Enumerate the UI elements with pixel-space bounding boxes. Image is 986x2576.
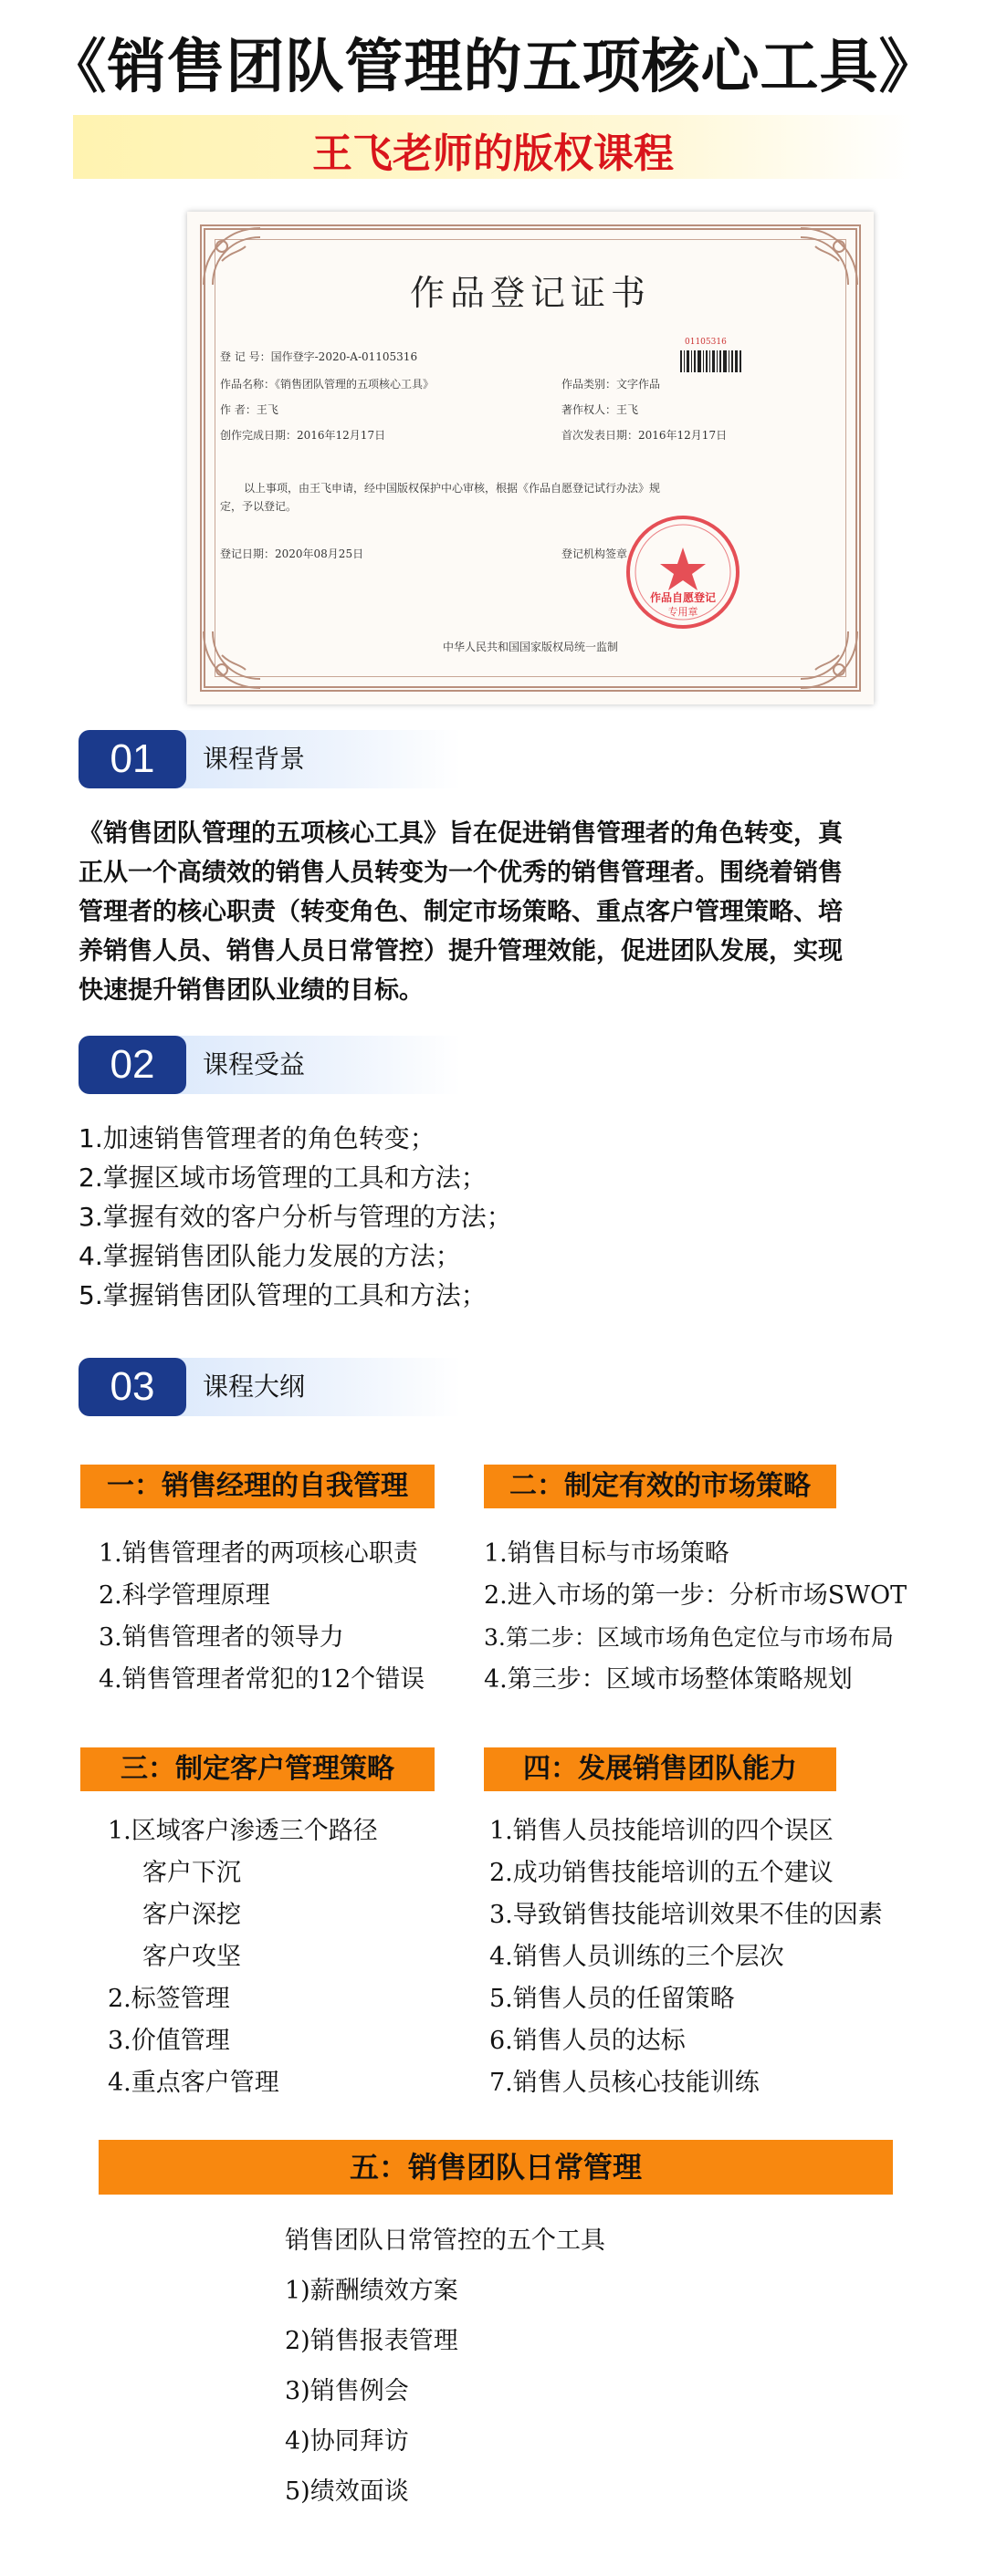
copyright-certificate: [187, 212, 874, 704]
module-2-list: [484, 1533, 907, 1701]
module-1-heading: 一：销售经理的自我管理: [80, 1465, 435, 1508]
background-line: 管理者的核心职责（转变角色、制定市场策略、重点客户管理策略、培: [79, 898, 843, 926]
module-5-item: 3)销售例会: [285, 2377, 409, 2405]
module-3-subitem: 客户攻坚: [142, 1943, 241, 1971]
certificate-reg-date: 登记日期：2020年08月25日: [220, 548, 364, 560]
module-1-item: 4.销售管理者常犯的12个错误: [99, 1665, 425, 1694]
module-3-subitem: 客户深挖: [142, 1901, 241, 1929]
module-2-item: 1.销售目标与市场策略: [484, 1539, 729, 1568]
certificate-reg-no: 登 记 号：国作登字-2020-A-01105316: [220, 350, 418, 363]
module-5-heading: 五：销售团队日常管理: [99, 2140, 893, 2195]
section-03-number: 03: [79, 1358, 186, 1416]
module-4-item: 5.销售人员的任留策略: [489, 1985, 735, 2013]
stamp-text: 作品自愿登记: [649, 591, 716, 604]
certificate-work-type: 作品类别：文字作品: [561, 378, 661, 391]
page-title: 《销售团队管理的五项核心工具》: [47, 34, 939, 101]
module-1-item: 1.销售管理者的两项核心职责: [99, 1539, 418, 1568]
benefit-item: 1.加速销售管理者的角色转变；: [79, 1123, 435, 1153]
module-1-item: 3.销售管理者的领导力: [99, 1623, 344, 1652]
module-2-item: 4.第三步：区域市场整体策略规划: [484, 1665, 853, 1694]
module-4-list: [489, 1810, 883, 2104]
background-paragraph: [79, 814, 928, 1010]
certificate-body-1: 以上事项，由王飞申请，经中国版权保护中心审核，根据《作品自愿登记试行办法》规: [244, 482, 661, 495]
module-4-item: 6.销售人员的达标: [489, 2027, 686, 2055]
module-3-item: 4.重点客户管理: [108, 2069, 279, 2097]
benefit-item: 5.掌握销售团队管理的工具和方法；: [79, 1280, 487, 1310]
module-1-item: 2.科学管理原理: [99, 1581, 270, 1610]
certificate-serial: 01105316: [685, 338, 727, 347]
certificate-body-2: 定，予以登记。: [220, 500, 298, 513]
module-5-item: 1)薪酬绩效方案: [285, 2277, 458, 2305]
section-01-label: 课程背景: [203, 744, 306, 774]
module-4-item: 3.导致销售技能培训效果不佳的因素: [489, 1901, 883, 1929]
section-02-number: 02: [79, 1036, 186, 1094]
benefit-item: 2.掌握区域市场管理的工具和方法；: [79, 1163, 487, 1193]
module-4-item: 1.销售人员技能培训的四个误区: [489, 1817, 834, 1845]
certificate-title: 作品登记证书: [409, 273, 651, 313]
module-3-item: 1.区域客户渗透三个路径: [108, 1817, 378, 1845]
background-line: 正从一个高绩效的销售人员转变为一个优秀的销售管理者。围绕着销售: [79, 859, 843, 887]
benefits-list: [79, 1119, 928, 1315]
benefit-item: 3.掌握有效的客户分析与管理的方法；: [79, 1202, 512, 1232]
background-line: 《销售团队管理的五项核心工具》旨在促进销售管理者的角色转变，真: [79, 819, 843, 848]
module-5-item: 5)绩效面谈: [285, 2477, 409, 2506]
certificate-author: 作 者：王飞: [220, 403, 278, 416]
module-5-list: [285, 2216, 605, 2517]
certificate-agency: 登记机构签章: [561, 548, 628, 560]
section-02-label: 课程受益: [203, 1049, 306, 1079]
section-01-number: 01: [79, 730, 186, 788]
section-03-label: 课程大纲: [203, 1371, 306, 1402]
barcode-icon: [680, 347, 744, 374]
certificate-footer: 中华人民共和国国家版权局统一监制: [442, 641, 618, 653]
official-stamp: [624, 513, 742, 631]
benefit-item: 4.掌握销售团队能力发展的方法；: [79, 1241, 461, 1271]
page-subtitle: 王飞老师的版权课程: [312, 130, 674, 177]
certificate-work-name: 作品名称：《销售团队管理的五项核心工具》: [220, 378, 435, 391]
module-3-item: 3.价值管理: [108, 2027, 230, 2055]
module-5-item: 2)销售报表管理: [285, 2327, 458, 2355]
module-1-list: [99, 1533, 425, 1701]
background-line: 养销售人员、销售人员日常管控）提升管理效能，促进团队发展，实现: [79, 937, 843, 965]
certificate-published-date: 首次发表日期：2016年12月17日: [561, 429, 728, 442]
module-5-intro: 销售团队日常管控的五个工具: [285, 2227, 605, 2255]
certificate-created-date: 创作完成日期：2016年12月17日: [220, 429, 386, 442]
certificate-owner: 著作权人：王飞: [561, 403, 639, 416]
module-4-heading: 四：发展销售团队能力: [484, 1747, 836, 1791]
module-2-heading: 二：制定有效的市场策略: [484, 1465, 836, 1508]
corner-ornament-icon: [797, 628, 861, 692]
module-3-heading: 三：制定客户管理策略: [80, 1747, 435, 1791]
background-line: 快速提升销售团队业绩的目标。: [79, 976, 424, 1005]
corner-ornament-icon: [200, 628, 264, 692]
module-4-item: 2.成功销售技能培训的五个建议: [489, 1859, 834, 1887]
module-5-item: 4)协同拜访: [285, 2427, 409, 2456]
module-4-item: 7.销售人员核心技能训练: [489, 2069, 760, 2097]
module-3-item: 2.标签管理: [108, 1985, 230, 2013]
module-2-item: 2.进入市场的第一步：分析市场SWOT: [484, 1581, 907, 1610]
module-3-list: [108, 1810, 378, 2104]
module-4-item: 4.销售人员训练的三个层次: [489, 1943, 784, 1971]
module-3-subitem: 客户下沉: [142, 1859, 241, 1887]
module-2-item: 3.第二步：区域市场角色定位与市场布局: [484, 1624, 894, 1651]
stamp-subtext: 专用章: [667, 606, 698, 618]
